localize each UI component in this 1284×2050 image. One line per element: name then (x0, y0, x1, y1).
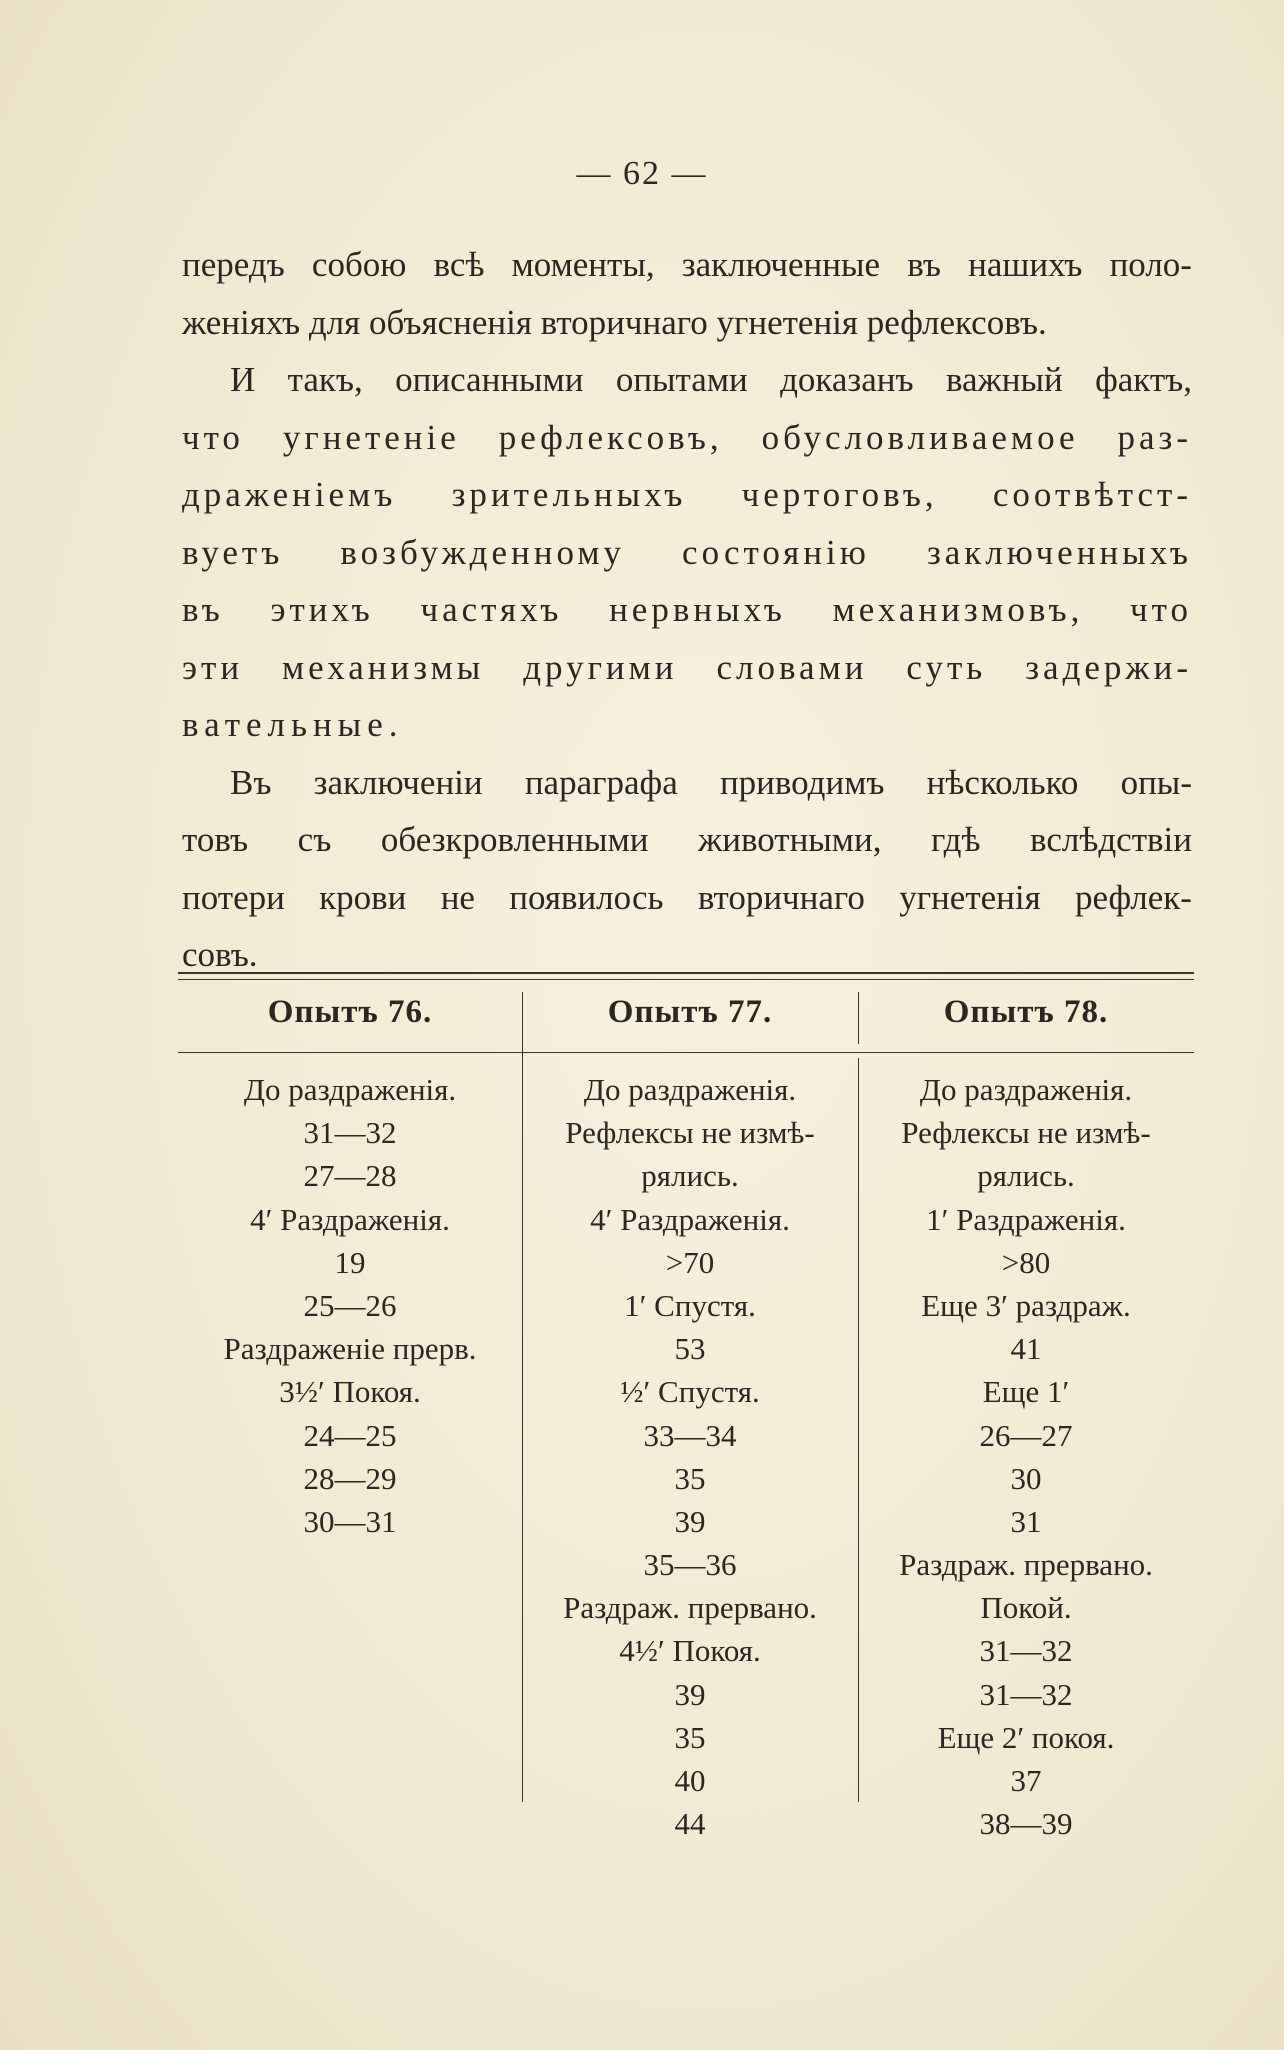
table-cell: Еще 1′ (982, 1374, 1070, 1410)
table-cell: ½′ Спустя. (620, 1374, 760, 1410)
table-cell: До раздраженія. (243, 1072, 457, 1107)
table-cell: 27—28 (303, 1158, 397, 1194)
word: важный (945, 360, 1063, 399)
table-cell: До раздраженія. (919, 1072, 1133, 1107)
word: товъ (182, 820, 249, 859)
table-cell: 1′ Раздраженія. (926, 1201, 1126, 1237)
word: угнетенія (899, 877, 1041, 917)
table-cell: 41 (1010, 1331, 1042, 1367)
text-line (182, 869, 1192, 927)
word: передъ (182, 245, 285, 284)
word: такъ, (287, 360, 363, 399)
table-cell: 35 (674, 1719, 706, 1755)
table-cell: 39 (674, 1676, 706, 1712)
word: обусловливаемое (761, 417, 1079, 457)
word: фактъ, (1095, 360, 1192, 399)
table-cell: >80 (1001, 1244, 1051, 1280)
text-line (182, 811, 1192, 869)
table-cell: Рефлексы не измѣ- (565, 1115, 815, 1151)
table-cell: 4½′ Покоя. (619, 1633, 761, 1669)
table-cell: 33—34 (643, 1417, 737, 1453)
word: что (1130, 590, 1192, 629)
table-cell: 19 (334, 1244, 366, 1280)
word: частяхъ (420, 590, 563, 629)
table-cell: 30 (1010, 1460, 1042, 1496)
text-line (182, 754, 1192, 812)
table-cell: Раздраж. прервано. (563, 1590, 817, 1626)
word: состоянію (682, 532, 870, 572)
table-header-experiment-77: Опытъ 77. (607, 994, 773, 1030)
text-line-content: вательные. (182, 705, 404, 744)
table-cell: 25—26 (303, 1287, 397, 1323)
word: нѣсколько (926, 762, 1079, 802)
word: всѣ (433, 245, 485, 284)
word: эти (182, 647, 244, 687)
word: механизмы (282, 647, 485, 687)
paragraph-text (182, 236, 1192, 984)
table-cell: 4′ Раздраженія. (590, 1201, 790, 1237)
text-line (182, 466, 1192, 524)
word: заключеніи (313, 762, 483, 802)
table-header-rule (178, 1052, 1194, 1053)
word: этихъ (270, 590, 374, 629)
word: задержи- (1025, 647, 1192, 687)
table-header-experiment-76: Опытъ 76. (267, 994, 433, 1030)
text-line (182, 409, 1192, 467)
word: крови (319, 877, 407, 917)
table-cell: 35—36 (643, 1547, 737, 1583)
table-cell: рялись. (977, 1158, 1075, 1194)
table-cell: 28—29 (303, 1460, 397, 1496)
table-cell: 1′ Спустя. (624, 1287, 756, 1323)
word: И (230, 360, 256, 399)
word: вуетъ (182, 532, 284, 572)
table-column-experiment-76 (178, 1068, 522, 1543)
table-cell: 24—25 (303, 1417, 397, 1453)
text-line (182, 581, 1192, 639)
word: соотвѣтст- (992, 475, 1192, 514)
table-column-experiment-78 (858, 1068, 1194, 1845)
table-cell: 53 (674, 1331, 706, 1367)
table-cell: 26—27 (979, 1417, 1073, 1453)
table-cell: Раздраженіе прерв. (223, 1331, 477, 1367)
word: раз- (1117, 417, 1192, 457)
page-number: — 62 — (576, 155, 708, 192)
table-header-experiment-78: Опытъ 78. (943, 994, 1109, 1030)
word: съ (297, 820, 332, 859)
word: опытами (615, 360, 748, 399)
word: словами (716, 647, 868, 687)
experiments-table (178, 972, 1194, 1842)
word: нервныхъ (609, 590, 786, 629)
table-cell: >70 (665, 1244, 715, 1280)
word: что (182, 417, 244, 457)
table-cell: Раздраж. прервано. (899, 1547, 1153, 1583)
word: угнетеніе (282, 417, 460, 457)
table-cell: 31 (1010, 1503, 1042, 1539)
text-line (182, 294, 1192, 352)
table-top-rule-inner (178, 979, 1194, 980)
word: поло- (1109, 245, 1192, 284)
table-cell: 31—32 (979, 1633, 1073, 1669)
word: въ (907, 245, 941, 284)
word: моменты, (511, 245, 655, 284)
word: суть (906, 647, 987, 687)
text-line (182, 236, 1192, 294)
text-line (182, 351, 1192, 409)
text-line-content: женіяхъ для объясненія вторичнаго угнетенія рефлексовъ. (182, 302, 1047, 342)
table-cell: 37 (1010, 1763, 1042, 1798)
word: собою (311, 245, 407, 284)
word: рефлек- (1075, 877, 1192, 917)
table-column-experiment-77 (522, 1068, 858, 1845)
table-cell: Покой. (980, 1590, 1072, 1626)
table-top-rule (178, 972, 1194, 974)
word: описанными (395, 360, 584, 399)
word: вторичнаго (697, 877, 865, 917)
word: доказанъ (780, 360, 914, 399)
word: возбужденному (340, 532, 625, 572)
word: драженіемъ (182, 475, 397, 514)
text-line-content: совъ. (182, 935, 258, 974)
table-cell: 3½′ Покоя. (279, 1374, 421, 1410)
word: другими (523, 647, 678, 687)
word: заключенныхъ (926, 532, 1192, 572)
word: потери (182, 877, 285, 917)
table-cell: 44 (674, 1806, 706, 1842)
text-line (182, 639, 1192, 697)
word: заключенные (681, 245, 881, 284)
table-cell: Рефлексы не измѣ- (901, 1115, 1151, 1151)
table-cell: 40 (674, 1763, 706, 1798)
word: появилось (509, 877, 664, 917)
word: параграфа (524, 762, 678, 802)
table-cell: рялись. (641, 1158, 739, 1194)
word: не (440, 877, 475, 917)
table-cell: 31—32 (979, 1676, 1073, 1712)
table-cell: 39 (674, 1503, 706, 1539)
text-line (182, 524, 1192, 582)
table-cell: 35 (674, 1460, 706, 1496)
text-line (182, 696, 1192, 754)
table-cell: 38—39 (979, 1806, 1073, 1842)
word: обезкровленными (380, 820, 649, 859)
table-cell: 31—32 (303, 1115, 397, 1151)
table-cell: 4′ Раздраженія. (250, 1201, 450, 1237)
word: животными, (698, 820, 882, 859)
word: рефлексовъ, (498, 417, 723, 457)
word: вслѣдствіи (1030, 820, 1192, 859)
word: гдѣ (931, 820, 981, 859)
word: механизмовъ, (832, 590, 1084, 629)
word: въ (182, 590, 224, 629)
table-cell: Еще 2′ покоя. (937, 1719, 1115, 1755)
word: опы- (1120, 762, 1192, 802)
table-cell: 30—31 (303, 1503, 397, 1539)
word: нашихъ (968, 245, 1083, 284)
word: чертоговъ, (741, 475, 938, 514)
table-cell: Еще 3′ раздраж. (921, 1287, 1131, 1323)
word: зрительныхъ (451, 475, 687, 514)
word: приводимъ (719, 762, 885, 802)
word: Въ (230, 762, 272, 802)
table-cell: До раздраженія. (583, 1072, 797, 1107)
